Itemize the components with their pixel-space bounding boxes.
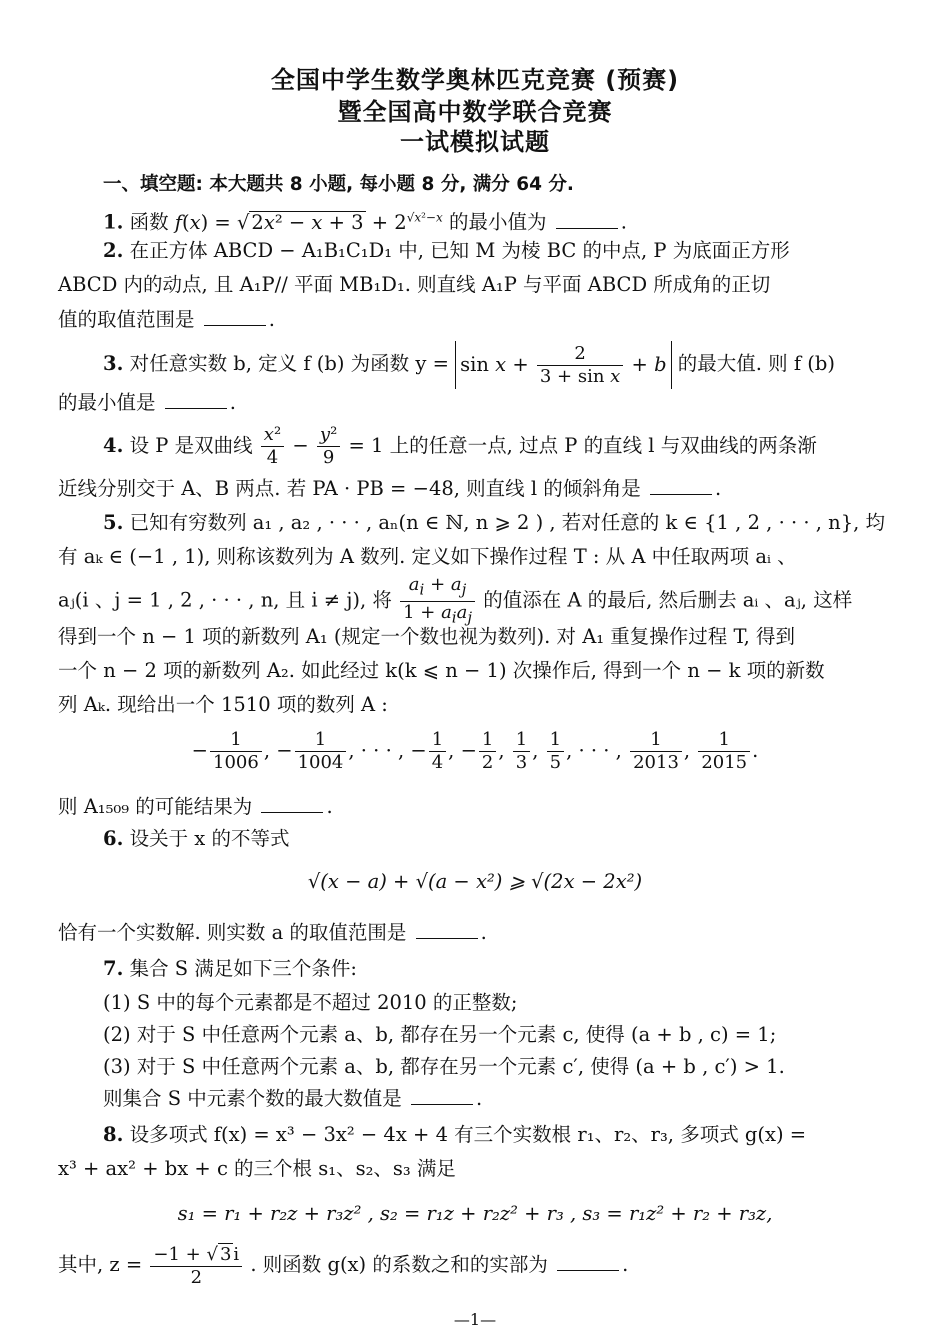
problem-5-line1 — [103, 508, 892, 538]
problem-1-text-a: 函数 — [129, 210, 169, 234]
answer-blank — [557, 1269, 619, 1271]
problem-5-text-2: 有 aₖ ∈ (−1 , 1), 则称该数列为 A 数列. 定义如下操作过程 T : 从 A 中任取两项 aᵢ 、 — [58, 545, 797, 568]
section-heading: 一、填空题: 本大题共 8 小题, 每小题 8 分, 满分 64 分. — [103, 174, 574, 195]
problem-2-number: 2. — [103, 239, 124, 262]
problem-4-line1 — [103, 422, 892, 470]
problem-8-line3: 其中, z = $\frac{-1 + √ 3 i}{2}$ . 则函数 g(x) 的系数之和的实部为 . — [58, 1243, 629, 1288]
problem-1-formula: f(x) = √ $2x^2 - x + 3 + 2^{√x^2-x}$ — [174, 210, 443, 234]
problem-3-text-2: 的最小值是 — [58, 391, 156, 414]
problem-7-text-1: 集合 S 满足如下三个条件: — [129, 957, 357, 980]
problem-8-roots-formula: s₁ = r₁ + r₂z + r₃z² , s₂ = r₁z + r₂z² + r₃ , s₃ = r₁z² + r₂ + r₃z, — [177, 1202, 773, 1225]
problem-1-number: 1. — [103, 210, 124, 234]
problem-5-text-3a: aⱼ(i 、j = 1 , 2 , · · · , n, 且 i ≠ j), 将 — [58, 588, 392, 612]
problem-3-line2: 的最小值是 . — [58, 391, 236, 414]
problem-3-formula: sin x + $\frac{2}{\text{3 + sin x}}$ + b — [455, 341, 671, 389]
answer-blank — [411, 1103, 473, 1105]
answer-blank — [165, 407, 227, 409]
problem-5-number: 5. — [103, 511, 124, 534]
problem-5-text-1: 已知有穷数列 a₁ , a₂ , · · · , aₙ(n ∈ ℕ, n ⩾ 2 ) , 若对任意的 k ∈ {1 , 2 , · · · , n}, 均 — [129, 511, 886, 534]
problem-4-line2: 近线分别交于 A、B 两点. 若 PA · PB = −48, 则直线 l 的倾斜角是 . — [58, 477, 722, 500]
problem-7-condition-3: (3) 对于 S 中任意两个元素 a、b, 都存在另一个元素 c′, 使得 (a + b , c′) > 1. — [103, 1055, 785, 1078]
answer-blank — [204, 324, 266, 326]
problem-3-number: 3. — [103, 352, 124, 375]
answer-blank — [556, 227, 618, 229]
problem-4-text-b: 上的任意一点, 过点 P 的直线 l 与双曲线的两条渐 — [389, 434, 817, 457]
problem-5-sequence: − $\frac{1}{1006}$ , − $\frac{1}{1004}$ , · · · , − $\frac{1}{4}$ , − $\frac{1}{2}$ , $\frac{1}{3}$ , $\frac{1}{5}$ , · · · , $\frac{1}{2013}$ , $\frac{1}{2015}$ . — [191, 729, 759, 773]
problem-8-text-1: 设多项式 f(x) = x³ − 3x² − 4x + 4 有三个实数根 r₁、r₂、r₃, 多项式 g(x) = — [129, 1123, 807, 1146]
problem-6-inequality: √(x − a) + √(a − x²) ⩾ √(2x − 2x²) — [307, 870, 643, 893]
problem-3-text-a: 对任意实数 b, 定义 f (b) 为函数 y = — [129, 352, 449, 375]
problem-4-text-a: 设 P 是双曲线 — [129, 434, 253, 457]
problem-4-hyperbola: $\frac{\text{x²}}{4}$ − $\frac{\text{y²}}{9}$ = 1 — [259, 434, 384, 457]
problem-5-text-3b: 的值添在 A 的最后, 然后删去 aᵢ 、aⱼ, 这样 — [483, 588, 853, 612]
problem-8-line1 — [103, 1120, 892, 1150]
problem-6-line2: 恰有一个实数解. 则实数 a 的取值范围是 . — [58, 921, 487, 944]
problem-3-text-b: 的最大值. 则 f (b) — [677, 352, 835, 375]
problem-5-text-5: 一个 n − 2 项的新数列 A₂. 如此经过 k(k ⩽ n − 1) 次操作后, 得到一个 n − k 项的新数 — [58, 659, 825, 682]
answer-blank — [650, 493, 712, 495]
problem-5-question: 则 A₁₅₀₉ 的可能结果为 . — [58, 795, 333, 818]
problem-4-number: 4. — [103, 434, 124, 457]
problem-7-ask: 则集合 S 中元素个数的最大数值是 — [103, 1087, 402, 1110]
problem-2-line1 — [103, 236, 892, 266]
problem-8-number: 8. — [103, 1123, 124, 1146]
exam-title-line2: 暨全国高中数学联合竞赛 — [337, 98, 613, 126]
problem-7-condition-2: (2) 对于 S 中任意两个元素 a、b, 都存在另一个元素 c, 使得 (a + b , c) = 1; — [103, 1023, 777, 1046]
problem-2-text-1: 在正方体 ABCD − A₁B₁C₁D₁ 中, 已知 M 为棱 BC 的中点, P 为底面正方形 — [129, 239, 790, 262]
problem-2-line3: 值的取值范围是 . — [58, 308, 275, 331]
problem-8-text-3a: 其中, z = — [58, 1253, 143, 1276]
problem-6-number: 6. — [103, 827, 124, 850]
problem-5-line3 — [58, 574, 892, 628]
problem-7-condition-1: (1) S 中的每个元素都是不超过 2010 的正整数; — [103, 991, 518, 1014]
answer-blank — [261, 811, 323, 813]
problem-8-z-fraction: $\frac{-1 + √ 3 i}{2}$ — [150, 1243, 242, 1289]
problem-6-text-1: 设关于 x 的不等式 — [129, 827, 290, 850]
problem-6-line1 — [103, 824, 892, 854]
page-number: —1— — [453, 1310, 497, 1329]
problem-7-line1 — [103, 954, 892, 984]
exam-title-line3: 一试模拟试题 — [400, 128, 550, 156]
problem-8-text-3b: . 则函数 g(x) 的系数之和的实部为 — [250, 1253, 548, 1276]
problem-1-text-b: 的最小值为 — [448, 210, 547, 234]
problem-8-text-2: x³ + ax² + bx + c 的三个根 s₁、s₂、s₃ 满足 — [58, 1157, 456, 1180]
problem-5-ask: 则 A₁₅₀₉ 的可能结果为 — [58, 795, 253, 818]
problem-4-text-2: 近线分别交于 A、B 两点. 若 PA · PB = −48, 则直线 l 的倾斜角是 — [58, 477, 641, 500]
problem-7-number: 7. — [103, 957, 124, 980]
answer-blank — [416, 937, 478, 939]
exam-title-line1: 全国中学生数学奥林匹克竞赛 (预赛) — [270, 66, 680, 94]
problem-6-text-2: 恰有一个实数解. 则实数 a 的取值范围是 — [58, 921, 407, 944]
problem-3-line1 — [103, 340, 892, 389]
problem-5-fraction: $\frac{a_i + a_j}{1 + a_ia_j}$ — [400, 574, 475, 628]
problem-5-text-6: 列 Aₖ. 现给出一个 1510 项的数列 A : — [58, 693, 388, 716]
problem-2-text-3: 值的取值范围是 — [58, 308, 195, 331]
problem-5-text-4: 得到一个 n − 1 项的新数列 A₁ (规定一个数也视为数列). 对 A₁ 重复操作过程 T, 得到 — [58, 625, 796, 648]
problem-7-question: 则集合 S 中元素个数的最大数值是 . — [103, 1087, 483, 1110]
problem-2-text-2: ABCD 内的动点, 且 A₁P// 平面 MB₁D₁. 则直线 A₁P 与平面 ABCD 所成角的正切 — [58, 273, 771, 296]
problem-1: 1. 函数 f(x) = √ $2x^2 - x + 3 + 2^{√x^2-x}$ 的最小值为 . — [103, 210, 627, 234]
